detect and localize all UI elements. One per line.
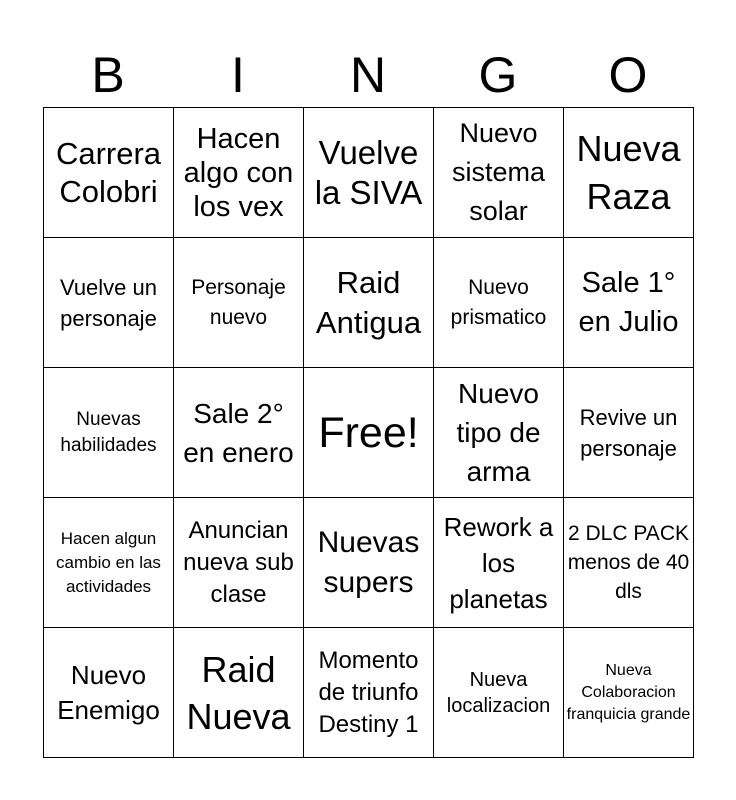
bingo-cell-19: Rework a los planetas <box>434 498 564 628</box>
bingo-grid <box>43 107 694 758</box>
bingo-cell-2: Hacen algo con los vex <box>174 108 304 238</box>
header-letter-o: O <box>608 47 648 103</box>
bingo-cell-25: Nueva Colaboracion franquicia grande <box>564 628 694 758</box>
bingo-cell-12: Sale 2° en enero <box>174 368 304 498</box>
bingo-cell-9: Nuevo prismatico <box>434 238 564 368</box>
free-space: Free! <box>304 368 434 498</box>
bingo-cell-3: Vuelve la SIVA <box>304 108 434 238</box>
bingo-cell-11: Nuevas habilidades <box>44 368 174 498</box>
bingo-cell-18: Nuevas supers <box>304 498 434 628</box>
bingo-cell-15: Revive un personaje <box>564 368 694 498</box>
bingo-cell-14: Nuevo tipo de arma <box>434 368 564 498</box>
bingo-cell-6: Vuelve un personaje <box>44 238 174 368</box>
bingo-cell-24: Nueva localizacion <box>434 628 564 758</box>
bingo-cell-1: Carrera Colobri <box>44 108 174 238</box>
bingo-cell-8: Raid Antigua <box>304 238 434 368</box>
header-letter-b: B <box>91 47 125 103</box>
bingo-header <box>43 45 693 105</box>
bingo-cell-16: Hacen algun cambio en las actividades <box>44 498 174 628</box>
bingo-cell-5: Nueva Raza <box>564 108 694 238</box>
bingo-cell-23: Momento de triunfo Destiny 1 <box>304 628 434 758</box>
bingo-cell-7: Personaje nuevo <box>174 238 304 368</box>
bingo-cell-21: Nuevo Enemigo <box>44 628 174 758</box>
bingo-cell-4: Nuevo sistema solar <box>434 108 564 238</box>
bingo-cell-22: Raid Nueva <box>174 628 304 758</box>
bingo-cell-10: Sale 1° en Julio <box>564 238 694 368</box>
bingo-cell-20: 2 DLC PACK menos de 40 dls <box>564 498 694 628</box>
header-letter-n: N <box>349 47 387 103</box>
header-letter-i: I <box>231 47 245 103</box>
header-letter-g: G <box>478 47 518 103</box>
bingo-cell-17: Anuncian nueva sub clase <box>174 498 304 628</box>
